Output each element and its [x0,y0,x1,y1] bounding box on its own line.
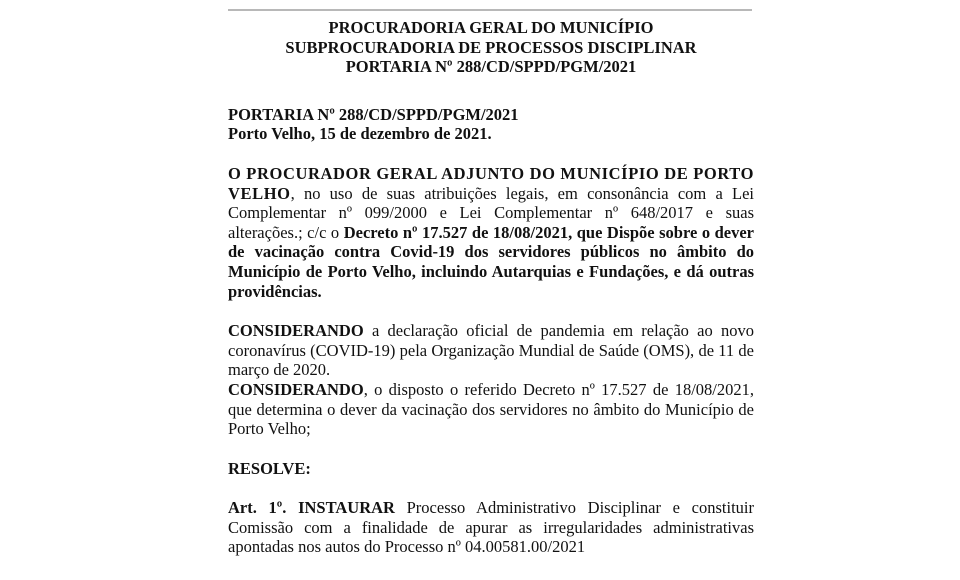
header-institution: PROCURADORIA GERAL DO MUNICÍPIO [328,18,654,37]
preamble-text: , no uso de suas atribuições legais, em consonância com a Lei Complementar nº 099/2000 e Lei Complementar nº 648/2017 e suas alterações.; c/c o [228,183,754,242]
document-page [228,18,754,557]
considerando-text: , o disposto o referido Decreto nº 17.527 de 18/08/2021, que determina o dever da vacinação dos servidores no âmbito do Município de Porto Velho; [228,379,754,439]
portaria-number: PORTARIA Nº 288/CD/SPPD/PGM/2021 [228,104,519,124]
considerando-text: a declaração oficial de pandemia em relação ao novo coronavírus (COVID-19) pela Organização Mundial de Saúde (OMS), de 11 de março de 2020. [228,321,754,380]
portaria-place-date: Porto Velho, 15 de dezembro de 2021. [228,124,492,144]
considerando-keyword: CONSIDERANDO [228,321,364,341]
header-portaria: PORTARIA Nº 288/CD/SPPD/PGM/2021 [345,57,637,77]
header-department: SUBPROCURADORIA DE PROCESSOS DISCIPLINAR [285,37,697,57]
article-label: Art. 1º. [228,498,287,518]
document-header [228,18,754,77]
considerando-paragraph-2 [228,380,754,439]
top-divider [228,9,752,11]
article-text: Processo Administrativo Disciplinar e constituir Comissão com a finalidade de apurar as irregularidades administrativas apontadas nos autos do Processo nº 04.00581.00/2021 [228,498,754,557]
preamble-paragraph [228,164,754,301]
considerando-keyword: CONSIDERANDO [228,379,364,399]
article-1 [228,498,754,557]
considerando-paragraph-1 [228,321,754,380]
portaria-meta [228,105,754,144]
resolve-heading: RESOLVE: [228,458,311,478]
preamble-authority: O PROCURADOR GERAL ADJUNTO DO MUNICÍPIO DE PORTO VELHO [228,163,754,203]
preamble-decree: Decreto nº 17.527 de 18/08/2021, que Dispõe sobre o dever de vacinação contra Covid-19 dos servidores públicos no âmbito do Município de Porto Velho, incluindo Autarquias e Fundações, e dá outras providências. [228,222,754,301]
article-verb: INSTAURAR [298,498,395,518]
